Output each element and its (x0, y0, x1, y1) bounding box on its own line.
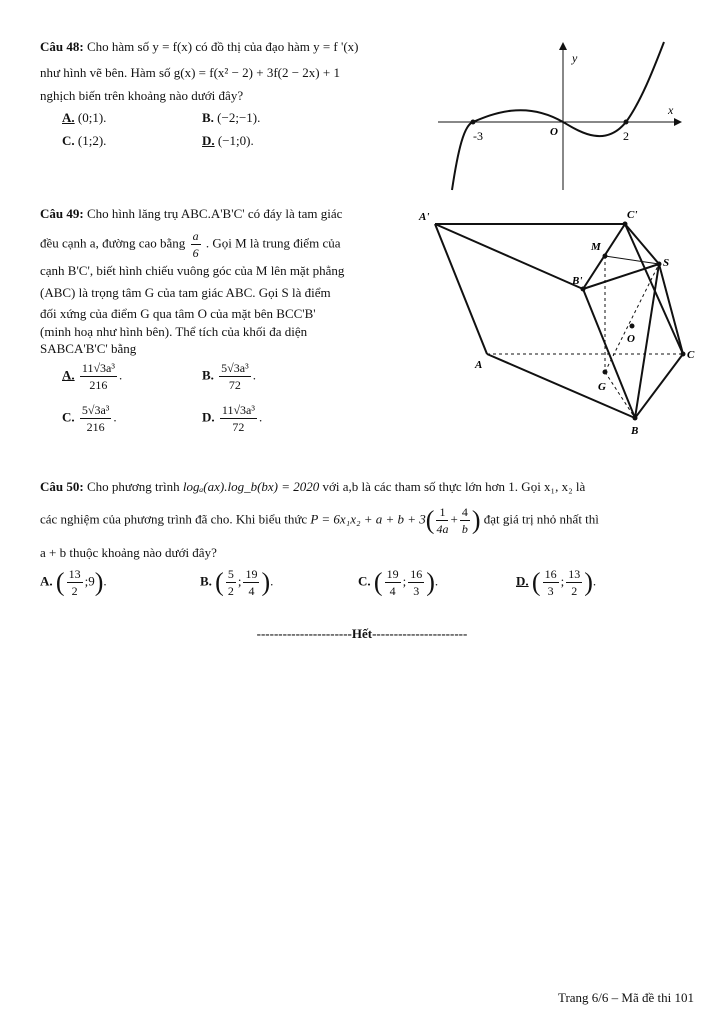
q48-line3: nghịch biến trên khoảng nào dưới đây? (40, 88, 244, 103)
q48-option-d[interactable]: D. (−1;0). (202, 133, 254, 148)
q50-expression: P = 6x₁x₂ + a + b + 3 (310, 511, 426, 527)
root-2-label: 2 (623, 129, 629, 143)
root-neg3-label: -3 (473, 129, 483, 143)
q48-text-1: Cho hàm số y = f(x) có đồ thị của đạo hàm y = f '(x) (86, 39, 359, 54)
end-marker: ----------------------Hết---------------------- (256, 626, 468, 641)
label-a: A (475, 359, 483, 371)
label-b: B (631, 425, 639, 437)
label-s: S (663, 257, 670, 269)
derivative-curve (452, 42, 664, 190)
y-axis-label: y (572, 51, 578, 65)
q49-line4: (ABC) là trọng tâm G của tam giác ABC. Gọi S là điểm (40, 285, 331, 300)
q50-line3: a + b thuộc khoảng nào dưới đây? (40, 545, 217, 560)
q49-line6: (minh hoạ như hình bên). Thể tích của khối đa diện (40, 324, 308, 339)
q50-equation: logₐ(ax).log_b(bx) = 2020 (182, 479, 320, 494)
q49-line1: Câu 49: Cho hình lăng trụ ABC.A'B'C' có đáy là tam giác (40, 206, 343, 221)
root-2-point (624, 120, 629, 125)
label-b1: B' (572, 275, 583, 287)
q49-option-d[interactable]: D. $\frac{\text{11√3a³}}{72}$ . (202, 403, 263, 434)
label-m: M (591, 241, 601, 253)
q48-option-b[interactable]: B. (−2;−1). (202, 110, 261, 125)
point-m (603, 254, 608, 259)
q49-line3: cạnh B'C', biết hình chiếu vuông góc của M lên mặt phẳng (40, 263, 345, 278)
point-c (681, 352, 686, 357)
label-a1: A' (419, 211, 430, 223)
q48-derivative-graph (430, 40, 690, 195)
q49-option-c[interactable]: C. $\frac{\text{5√3a³}}{216}$ . (62, 403, 117, 434)
q50-option-c[interactable]: C. ( $\frac{19}{4}$ ; $\frac{16}{3}$ ). (358, 567, 439, 598)
q49-line2: đều cạnh a, đường cao bằng $\frac{a}{6}$ . Gọi M là trung điểm của (40, 229, 341, 260)
q50-option-b[interactable]: B. ( $\frac{5}{2}$ ; $\frac{19}{4}$ ). (200, 567, 274, 598)
page-footer: Trang 6/6 – Mã đề thi 101 (557, 990, 694, 1005)
point-g (603, 370, 608, 375)
label-c1: C' (627, 209, 638, 221)
point-b (633, 416, 638, 421)
point-b1 (581, 287, 586, 292)
label-g: G (598, 381, 606, 393)
q49-option-b[interactable]: B. $\frac{\text{5√3a³}}{72}$ . (202, 361, 256, 392)
origin-label: O (550, 126, 558, 138)
q50-line1: Câu 50: Cho phương trình logₐ(ax).log_b(bx) = 2020 với a,b là các tham số thực lớn hơn 1. Gọi x₁, x₂ là (40, 479, 586, 494)
point-c1 (623, 222, 628, 227)
q49-prism-figure (415, 200, 705, 440)
root-neg3-point (471, 120, 476, 125)
q49-label: Câu 49: (40, 206, 84, 221)
q48-line1 (40, 36, 358, 58)
q48-label: Câu 48: (40, 39, 84, 54)
q48-option-a[interactable]: A. (0;1). (62, 110, 107, 125)
q48-option-c[interactable]: C. (1;2). (62, 133, 107, 148)
height-fraction: $\frac{a}{6}$ (192, 229, 199, 260)
label-o: O (627, 333, 635, 345)
q50-option-d[interactable]: D. ( $\frac{16}{3}$ ; $\frac{13}{2}$ ). (516, 567, 597, 598)
point-s (657, 262, 662, 267)
q50-option-a[interactable]: A. ( $\frac{13}{2}$ ;9). (40, 567, 107, 598)
q50-label: Câu 50: (40, 479, 84, 494)
q49-option-a[interactable]: A. $\frac{\text{11√3a³}}{216}$ . (62, 361, 123, 392)
point-o (630, 324, 635, 329)
q49-line7: SABCA'B'C' bằng (40, 341, 137, 356)
x-axis-label: x (668, 103, 674, 117)
label-c: C (687, 349, 695, 361)
q50-line2: các nghiệm của phương trình đã cho. Khi biểu thức P = 6x₁x₂ + a + b + 3( $\frac{1}{4a}$ + $\frac{4}{b}$ ) đạt giá trị nhỏ nhất thì (40, 505, 599, 536)
q49-line5: đối xứng của điểm G qua tâm O của mặt bên BCC'B' (40, 306, 316, 321)
q48-line2: như hình vẽ bên. Hàm số g(x) = f(x² − 2) + 3f(2 − 2x) + 1 (40, 65, 340, 80)
